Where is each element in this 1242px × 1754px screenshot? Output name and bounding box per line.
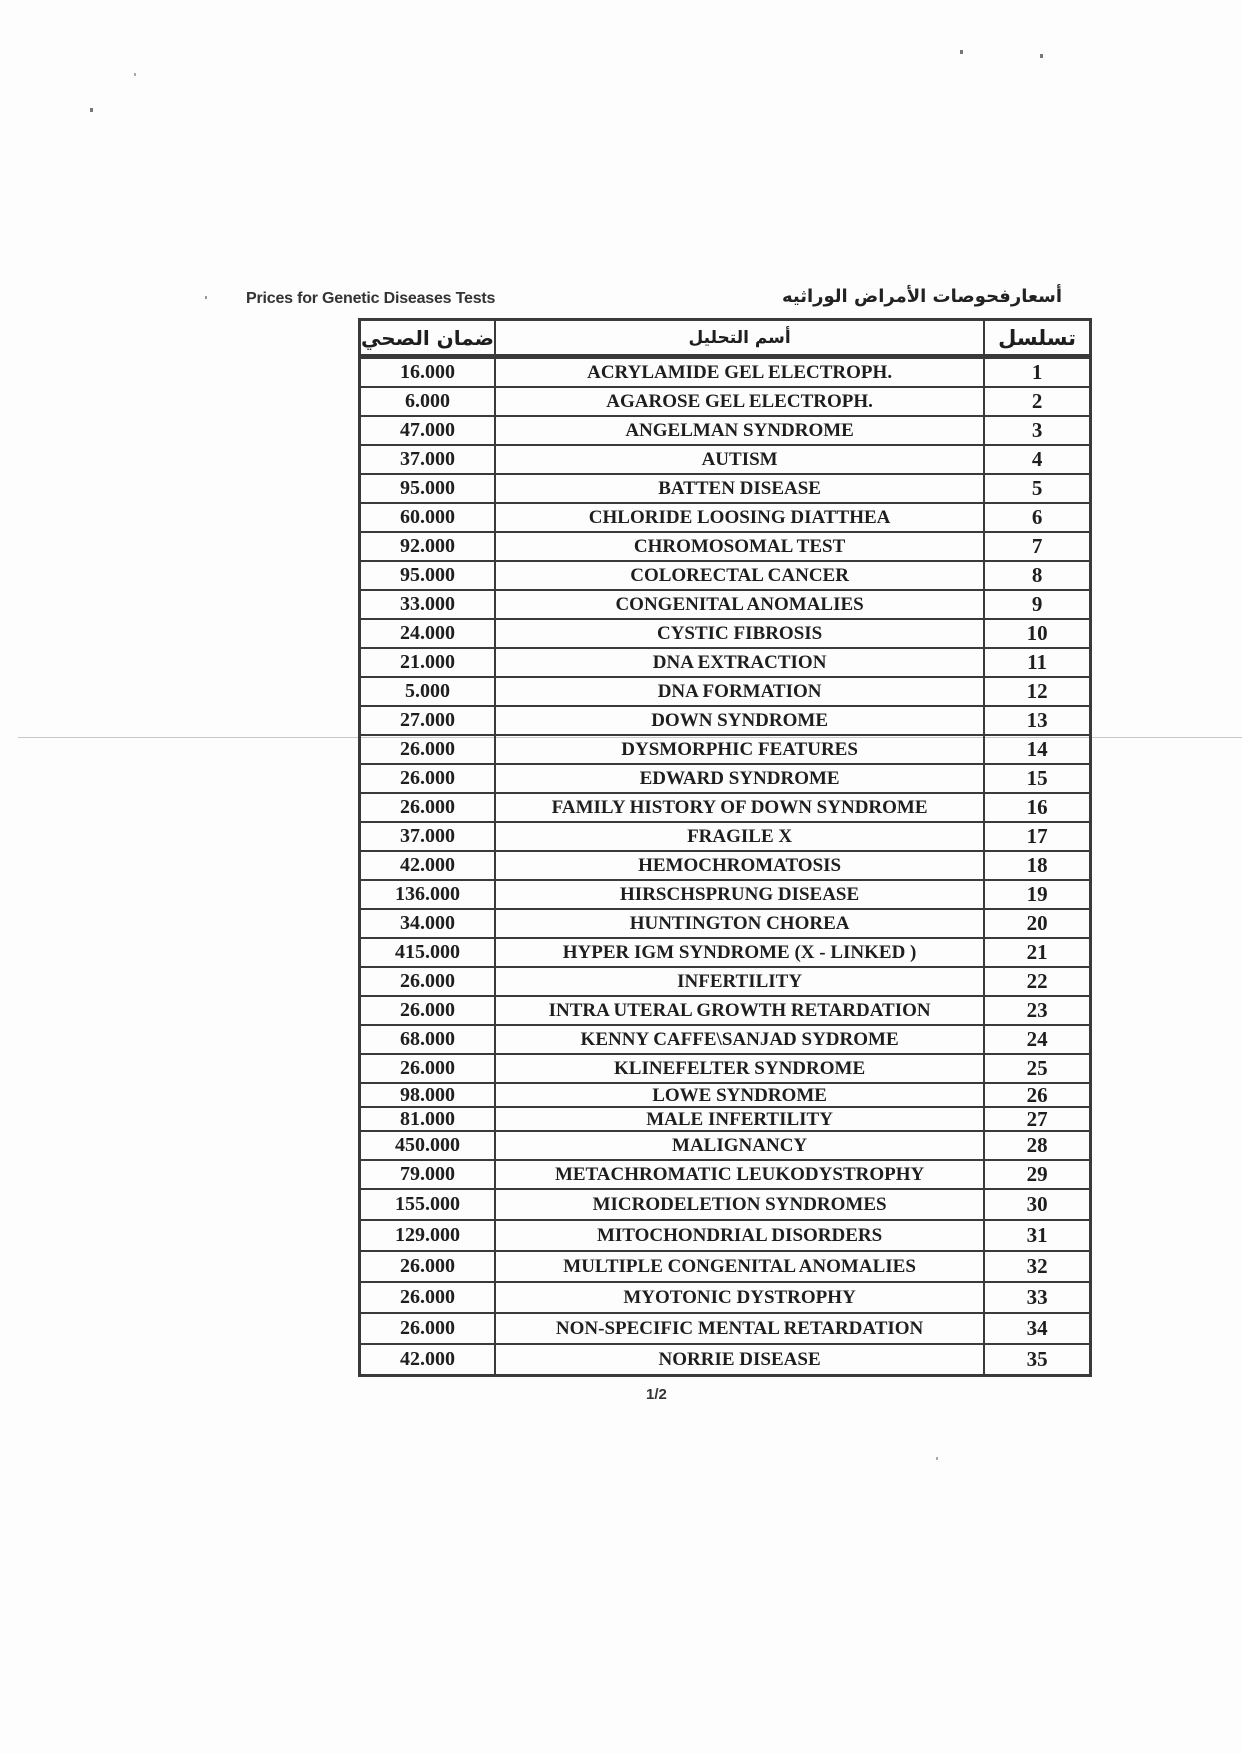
cell-price: 26.000 xyxy=(360,1313,496,1344)
cell-price: 47.000 xyxy=(360,416,496,445)
cell-price: 95.000 xyxy=(360,474,496,503)
cell-price: 27.000 xyxy=(360,706,496,735)
table-row xyxy=(360,357,1091,388)
table-row xyxy=(360,822,1091,851)
table-row xyxy=(360,532,1091,561)
cell-serial: 18 xyxy=(984,851,1090,880)
cell-price: 5.000 xyxy=(360,677,496,706)
cell-test-name: HIRSCHSPRUNG DISEASE xyxy=(495,880,984,909)
cell-serial: 32 xyxy=(984,1251,1090,1282)
cell-serial: 35 xyxy=(984,1344,1090,1376)
table-row xyxy=(360,1054,1091,1083)
cell-price: 33.000 xyxy=(360,590,496,619)
cell-serial: 17 xyxy=(984,822,1090,851)
cell-serial: 4 xyxy=(984,445,1090,474)
cell-serial: 14 xyxy=(984,735,1090,764)
table-row xyxy=(360,764,1091,793)
cell-serial: 34 xyxy=(984,1313,1090,1344)
table-row xyxy=(360,677,1091,706)
table-row xyxy=(360,1025,1091,1054)
table-row xyxy=(360,706,1091,735)
table-row xyxy=(360,735,1091,764)
cell-test-name: AUTISM xyxy=(495,445,984,474)
cell-price: 26.000 xyxy=(360,1054,496,1083)
cell-serial: 13 xyxy=(984,706,1090,735)
cell-test-name: LOWE SYNDROME xyxy=(495,1083,984,1107)
cell-serial: 33 xyxy=(984,1282,1090,1313)
cell-serial: 30 xyxy=(984,1189,1090,1220)
cell-test-name: NORRIE DISEASE xyxy=(495,1344,984,1376)
cell-test-name: CONGENITAL ANOMALIES xyxy=(495,590,984,619)
cell-test-name: EDWARD SYNDROME xyxy=(495,764,984,793)
cell-serial: 15 xyxy=(984,764,1090,793)
table-body xyxy=(360,357,1091,1376)
scan-speck xyxy=(90,108,93,112)
cell-test-name: KLINEFELTER SYNDROME xyxy=(495,1054,984,1083)
cell-test-name: NON-SPECIFIC MENTAL RETARDATION xyxy=(495,1313,984,1344)
cell-price: 21.000 xyxy=(360,648,496,677)
document-title-english: Prices for Genetic Diseases Tests xyxy=(246,290,496,307)
scan-speck xyxy=(134,73,136,76)
cell-test-name: CHROMOSOMAL TEST xyxy=(495,532,984,561)
cell-test-name: MITOCHONDRIAL DISORDERS xyxy=(495,1220,984,1251)
cell-serial: 16 xyxy=(984,793,1090,822)
cell-test-name: ACRYLAMIDE GEL ELECTROPH. xyxy=(495,357,984,388)
price-table xyxy=(358,318,1092,1377)
cell-test-name: BATTEN DISEASE xyxy=(495,474,984,503)
cell-price: 92.000 xyxy=(360,532,496,561)
cell-price: 95.000 xyxy=(360,561,496,590)
cell-price: 42.000 xyxy=(360,1344,496,1376)
table-row xyxy=(360,793,1091,822)
table-row xyxy=(360,503,1091,532)
cell-price: 16.000 xyxy=(360,357,496,388)
table-row xyxy=(360,561,1091,590)
cell-serial: 1 xyxy=(984,357,1090,388)
cell-serial: 29 xyxy=(984,1160,1090,1189)
cell-test-name: DYSMORPHIC FEATURES xyxy=(495,735,984,764)
table-header xyxy=(360,320,1091,357)
table-row xyxy=(360,967,1091,996)
cell-serial: 31 xyxy=(984,1220,1090,1251)
table-row xyxy=(360,648,1091,677)
cell-price: 136.000 xyxy=(360,880,496,909)
scan-speck xyxy=(936,1457,938,1460)
cell-price: 24.000 xyxy=(360,619,496,648)
cell-serial: 24 xyxy=(984,1025,1090,1054)
cell-price: 26.000 xyxy=(360,967,496,996)
table-row xyxy=(360,474,1091,503)
cell-price: 26.000 xyxy=(360,793,496,822)
table-row xyxy=(360,938,1091,967)
cell-serial: 28 xyxy=(984,1131,1090,1160)
cell-test-name: HEMOCHROMATOSIS xyxy=(495,851,984,880)
cell-serial: 11 xyxy=(984,648,1090,677)
cell-price: 37.000 xyxy=(360,445,496,474)
cell-serial: 8 xyxy=(984,561,1090,590)
cell-serial: 10 xyxy=(984,619,1090,648)
cell-price: 415.000 xyxy=(360,938,496,967)
cell-serial: 21 xyxy=(984,938,1090,967)
cell-price: 155.000 xyxy=(360,1189,496,1220)
cell-test-name: METACHROMATIC LEUKODYSTROPHY xyxy=(495,1160,984,1189)
cell-test-name: ANGELMAN SYNDROME xyxy=(495,416,984,445)
table-row xyxy=(360,1083,1091,1107)
cell-serial: 22 xyxy=(984,967,1090,996)
cell-serial: 26 xyxy=(984,1083,1090,1107)
cell-serial: 6 xyxy=(984,503,1090,532)
cell-price: 79.000 xyxy=(360,1160,496,1189)
cell-price: 26.000 xyxy=(360,1251,496,1282)
table-row xyxy=(360,909,1091,938)
cell-test-name: DNA EXTRACTION xyxy=(495,648,984,677)
cell-test-name: AGAROSE GEL ELECTROPH. xyxy=(495,387,984,416)
cell-test-name: DNA FORMATION xyxy=(495,677,984,706)
table-row xyxy=(360,1160,1091,1189)
page-number: 1/2 xyxy=(646,1386,667,1403)
header-test-name: أسم التحليل xyxy=(495,320,984,357)
cell-test-name: FRAGILE X xyxy=(495,822,984,851)
scan-speck xyxy=(960,50,963,54)
table-row xyxy=(360,619,1091,648)
table-row xyxy=(360,1107,1091,1131)
cell-price: 42.000 xyxy=(360,851,496,880)
cell-test-name: KENNY CAFFE\SANJAD SYDROME xyxy=(495,1025,984,1054)
cell-serial: 5 xyxy=(984,474,1090,503)
cell-test-name: INTRA UTERAL GROWTH RETARDATION xyxy=(495,996,984,1025)
table-row xyxy=(360,416,1091,445)
cell-test-name: DOWN SYNDROME xyxy=(495,706,984,735)
cell-serial: 7 xyxy=(984,532,1090,561)
table-row xyxy=(360,590,1091,619)
cell-price: 37.000 xyxy=(360,822,496,851)
cell-serial: 25 xyxy=(984,1054,1090,1083)
cell-test-name: MYOTONIC DYSTROPHY xyxy=(495,1282,984,1313)
header-serial: تسلسل xyxy=(984,320,1090,357)
cell-test-name: FAMILY HISTORY OF DOWN SYNDROME xyxy=(495,793,984,822)
cell-serial: 9 xyxy=(984,590,1090,619)
table-row xyxy=(360,1131,1091,1160)
table-row xyxy=(360,1344,1091,1376)
document-title-arabic: أسعارفحوصات الأمراض الوراثيه xyxy=(781,286,1062,307)
cell-serial: 3 xyxy=(984,416,1090,445)
table-row xyxy=(360,1220,1091,1251)
cell-serial: 23 xyxy=(984,996,1090,1025)
table-row xyxy=(360,996,1091,1025)
cell-price: 60.000 xyxy=(360,503,496,532)
cell-test-name: MALIGNANCY xyxy=(495,1131,984,1160)
cell-serial: 2 xyxy=(984,387,1090,416)
cell-test-name: HYPER IGM SYNDROME (X - LINKED ) xyxy=(495,938,984,967)
cell-serial: 27 xyxy=(984,1107,1090,1131)
table-row xyxy=(360,445,1091,474)
scan-speck xyxy=(205,296,207,299)
table-row xyxy=(360,880,1091,909)
cell-test-name: MICRODELETION SYNDROMES xyxy=(495,1189,984,1220)
table-row xyxy=(360,1189,1091,1220)
cell-test-name: INFERTILITY xyxy=(495,967,984,996)
table-row xyxy=(360,1282,1091,1313)
cell-price: 26.000 xyxy=(360,1282,496,1313)
cell-price: 6.000 xyxy=(360,387,496,416)
cell-price: 81.000 xyxy=(360,1107,496,1131)
table-row xyxy=(360,851,1091,880)
cell-price: 26.000 xyxy=(360,735,496,764)
cell-serial: 20 xyxy=(984,909,1090,938)
table-row xyxy=(360,1313,1091,1344)
table-row xyxy=(360,1251,1091,1282)
cell-price: 26.000 xyxy=(360,764,496,793)
cell-price: 98.000 xyxy=(360,1083,496,1107)
cell-serial: 12 xyxy=(984,677,1090,706)
cell-price: 34.000 xyxy=(360,909,496,938)
cell-price: 450.000 xyxy=(360,1131,496,1160)
header-row xyxy=(360,320,1091,357)
cell-price: 68.000 xyxy=(360,1025,496,1054)
table-row xyxy=(360,387,1091,416)
cell-test-name: COLORECTAL CANCER xyxy=(495,561,984,590)
cell-test-name: HUNTINGTON CHOREA xyxy=(495,909,984,938)
cell-serial: 19 xyxy=(984,880,1090,909)
cell-test-name: CYSTIC FIBROSIS xyxy=(495,619,984,648)
cell-test-name: CHLORIDE LOOSING DIATTHEA xyxy=(495,503,984,532)
cell-test-name: MULTIPLE CONGENITAL ANOMALIES xyxy=(495,1251,984,1282)
header-price: ضمان الصحي xyxy=(360,320,496,357)
cell-price: 26.000 xyxy=(360,996,496,1025)
cell-price: 129.000 xyxy=(360,1220,496,1251)
scan-speck xyxy=(1040,54,1043,58)
cell-test-name: MALE INFERTILITY xyxy=(495,1107,984,1131)
